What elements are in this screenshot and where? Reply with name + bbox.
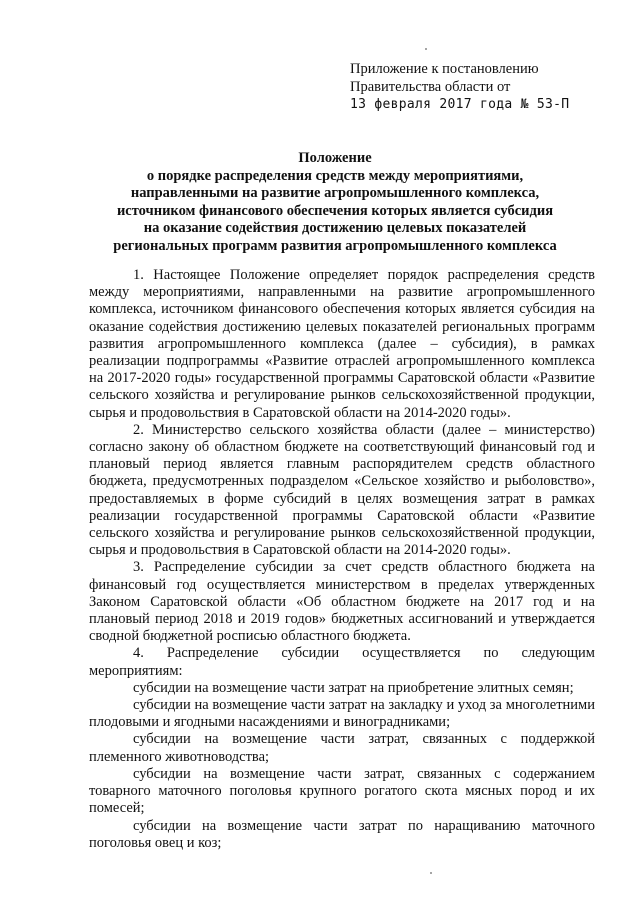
title-heading: Положение xyxy=(298,150,372,166)
title-line: региональных программ развития агропромышленного комплекса xyxy=(113,237,557,254)
document-title xyxy=(80,150,590,255)
title-line: источником финансового обеспечения которых является субсидия xyxy=(116,202,554,219)
list-item: субсидии на возмещение части затрат по наращиванию маточного поголовья овец и коз; xyxy=(89,817,595,851)
paragraph-1: 1. Настоящее Положение определяет порядок распределения средств между мероприятиями, направленными на развитие агропромышленного комплекса, источником финансового обеспечения которых является субсидия на оказание содействия достижению целевых показателей региональных программ развития агропромышленного комплекса (далее – субсидия), в рамках реализации подпрограммы «Развитие отраслей агропромышленного комплекса на 2017-2020 годы» государственной программы Саратовской области «Развитие сельского хозяйства и регулирование рынков сельскохозяйственной продукции, сырья и продовольствия в Саратовской области на 2014-2020 годы». xyxy=(89,267,595,421)
scan-speck xyxy=(430,872,432,874)
paragraph-2: 2. Министерство сельского хозяйства области (далее – министерство) согласно закону об областном бюджете на соответствующий финансовый год и плановый период является главным распорядителем средств областного бюджета, предусмотренных подразделом «Сельское хозяйство и рыболовство», предоставляемых в форме субсидий в целях возмещения затрат в рамках реализации государственной программы Саратовской области «Развитие сельского хозяйства и регулирование рынков сельскохозяйственной продукции, сырья и продовольствия в Саратовской области на 2014-2020 годы». xyxy=(89,421,595,559)
list-item: субсидии на возмещение части затрат, связанных с поддержкой племенного животноводства; xyxy=(89,731,595,765)
paragraph-4: 4. Распределение субсидии осуществляется по следующим мероприятиям: xyxy=(89,645,595,679)
document-body xyxy=(89,267,595,852)
appendix-line-2: Правительства области от xyxy=(350,79,511,95)
scan-speck xyxy=(425,48,427,50)
list-item: субсидии на возмещение части затрат на закладку и уход за многолетними плодовыми и ягодными насаждениями и виноградниками; xyxy=(89,697,595,731)
title-line: направленными на развитие агропромышленного комплекса, xyxy=(130,185,540,201)
appendix-header xyxy=(350,60,569,114)
appendix-line-1: Приложение к постановлению xyxy=(350,61,539,77)
title-line: о порядке распределения средств между мероприятиями, xyxy=(146,167,524,184)
title-line: на оказание содействия достижению целевых показателей xyxy=(143,220,527,236)
list-item: субсидии на возмещение части затрат на приобретение элитных семян; xyxy=(133,679,574,696)
paragraph-3: 3. Распределение субсидии за счет средств областного бюджета на финансовый год осуществляется министерством в пределах утвержденных Законом Саратовской области «Об областном бюджете на 2017 год и на плановый период 2018 и 2019 годов» бюджетных ассигнований и утверждается сводной бюджетной росписью областного бюджета. xyxy=(89,559,595,645)
list-item: субсидии на возмещение части затрат, связанных с содержанием товарного маточного поголовья крупного рогатого скота мясных пород и их помесей; xyxy=(89,765,595,817)
appendix-date-number: 13 февраля 2017 года № 53-П xyxy=(350,97,570,112)
